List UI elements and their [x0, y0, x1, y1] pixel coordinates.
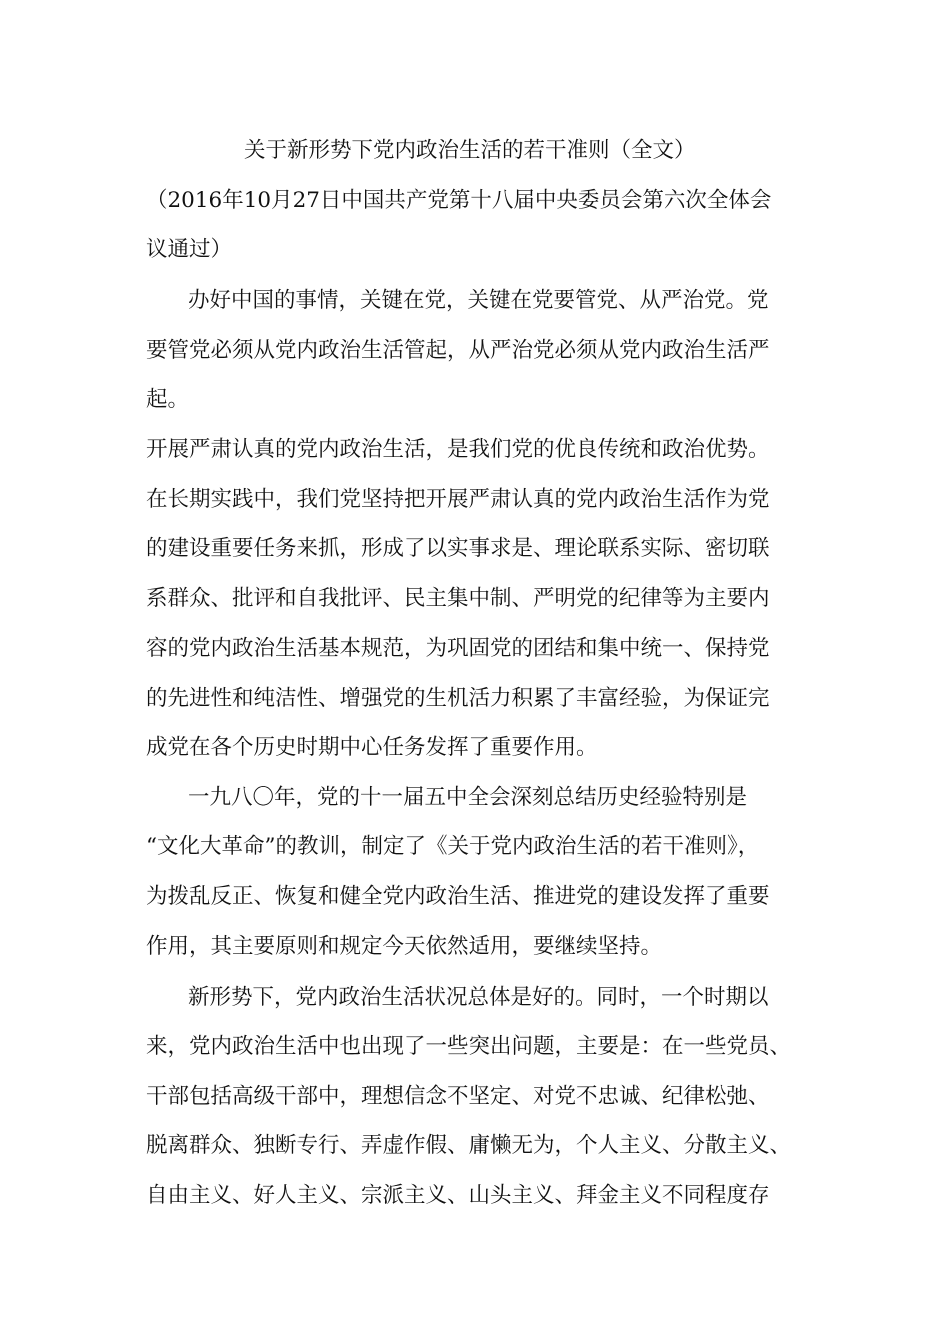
paragraph-line: 的先进性和纯洁性、增强党的生机活力积累了丰富经验，为保证完 — [146, 686, 770, 711]
paragraph-line: 作用，其主要原则和规定今天依然适用，要继续坚持。 — [146, 934, 663, 959]
paragraph-line: 一九八〇年，党的十一届五中全会深刻总结历史经验特别是 — [188, 785, 748, 810]
paragraph-line: 系群众、批评和自我批评、民主集中制、严明党的纪律等为主要内 — [146, 586, 770, 611]
paragraph-line: 干部包括高级干部中，理想信念不坚定、对党不忠诚、纪律松弛、 — [146, 1084, 770, 1109]
paragraph-line: 办好中国的事情，关键在党，关键在党要管党、从严治党。党 — [188, 288, 769, 313]
paragraph-line: 为拨乱反正、恢复和健全党内政治生活、推进党的建设发挥了重要 — [146, 884, 770, 909]
paragraph-line: 容的党内政治生活基本规范，为巩固党的团结和集中统一、保持党 — [146, 636, 770, 661]
paragraph-line: 脱离群众、独断专行、弄虚作假、庸懒无为，个人主义、分散主义、 — [146, 1133, 792, 1158]
paragraph-line: 起。 — [146, 387, 190, 412]
paragraph-line: “文化大革命”的教训，制定了《关于党内政治生活的若干准则》， — [146, 834, 760, 859]
paragraph-line: 新形势下，党内政治生活状况总体是好的。同时，一个时期以 — [188, 985, 769, 1010]
paragraph-line: 来，党内政治生活中也出现了一些突出问题，主要是：在一些党员、 — [146, 1034, 792, 1059]
paragraph-line: 要管党必须从党内政治生活管起，从严治党必须从党内政治生活严 — [146, 338, 770, 363]
paragraph-line: 成党在各个历史时期中心任务发挥了重要作用。 — [146, 735, 598, 760]
subtitle-line: （2016年10月27日中国共产党第十八届中央委员会第六次全体会 — [146, 188, 772, 213]
paragraph-line: 自由主义、好人主义、宗派主义、山头主义、拜金主义不同程度存 — [146, 1183, 770, 1208]
paragraph-line: 开展严肃认真的党内政治生活，是我们党的优良传统和政治优势。 — [146, 437, 770, 462]
subtitle-line: 议通过） — [146, 237, 233, 262]
document-title: 关于新形势下党内政治生活的若干准则（全文） — [244, 138, 696, 163]
paragraph-line: 的建设重要任务来抓，形成了以实事求是、理论联系实际、密切联 — [146, 536, 770, 561]
paragraph-line: 在长期实践中，我们党坚持把开展严肃认真的党内政治生活作为党 — [146, 487, 770, 512]
